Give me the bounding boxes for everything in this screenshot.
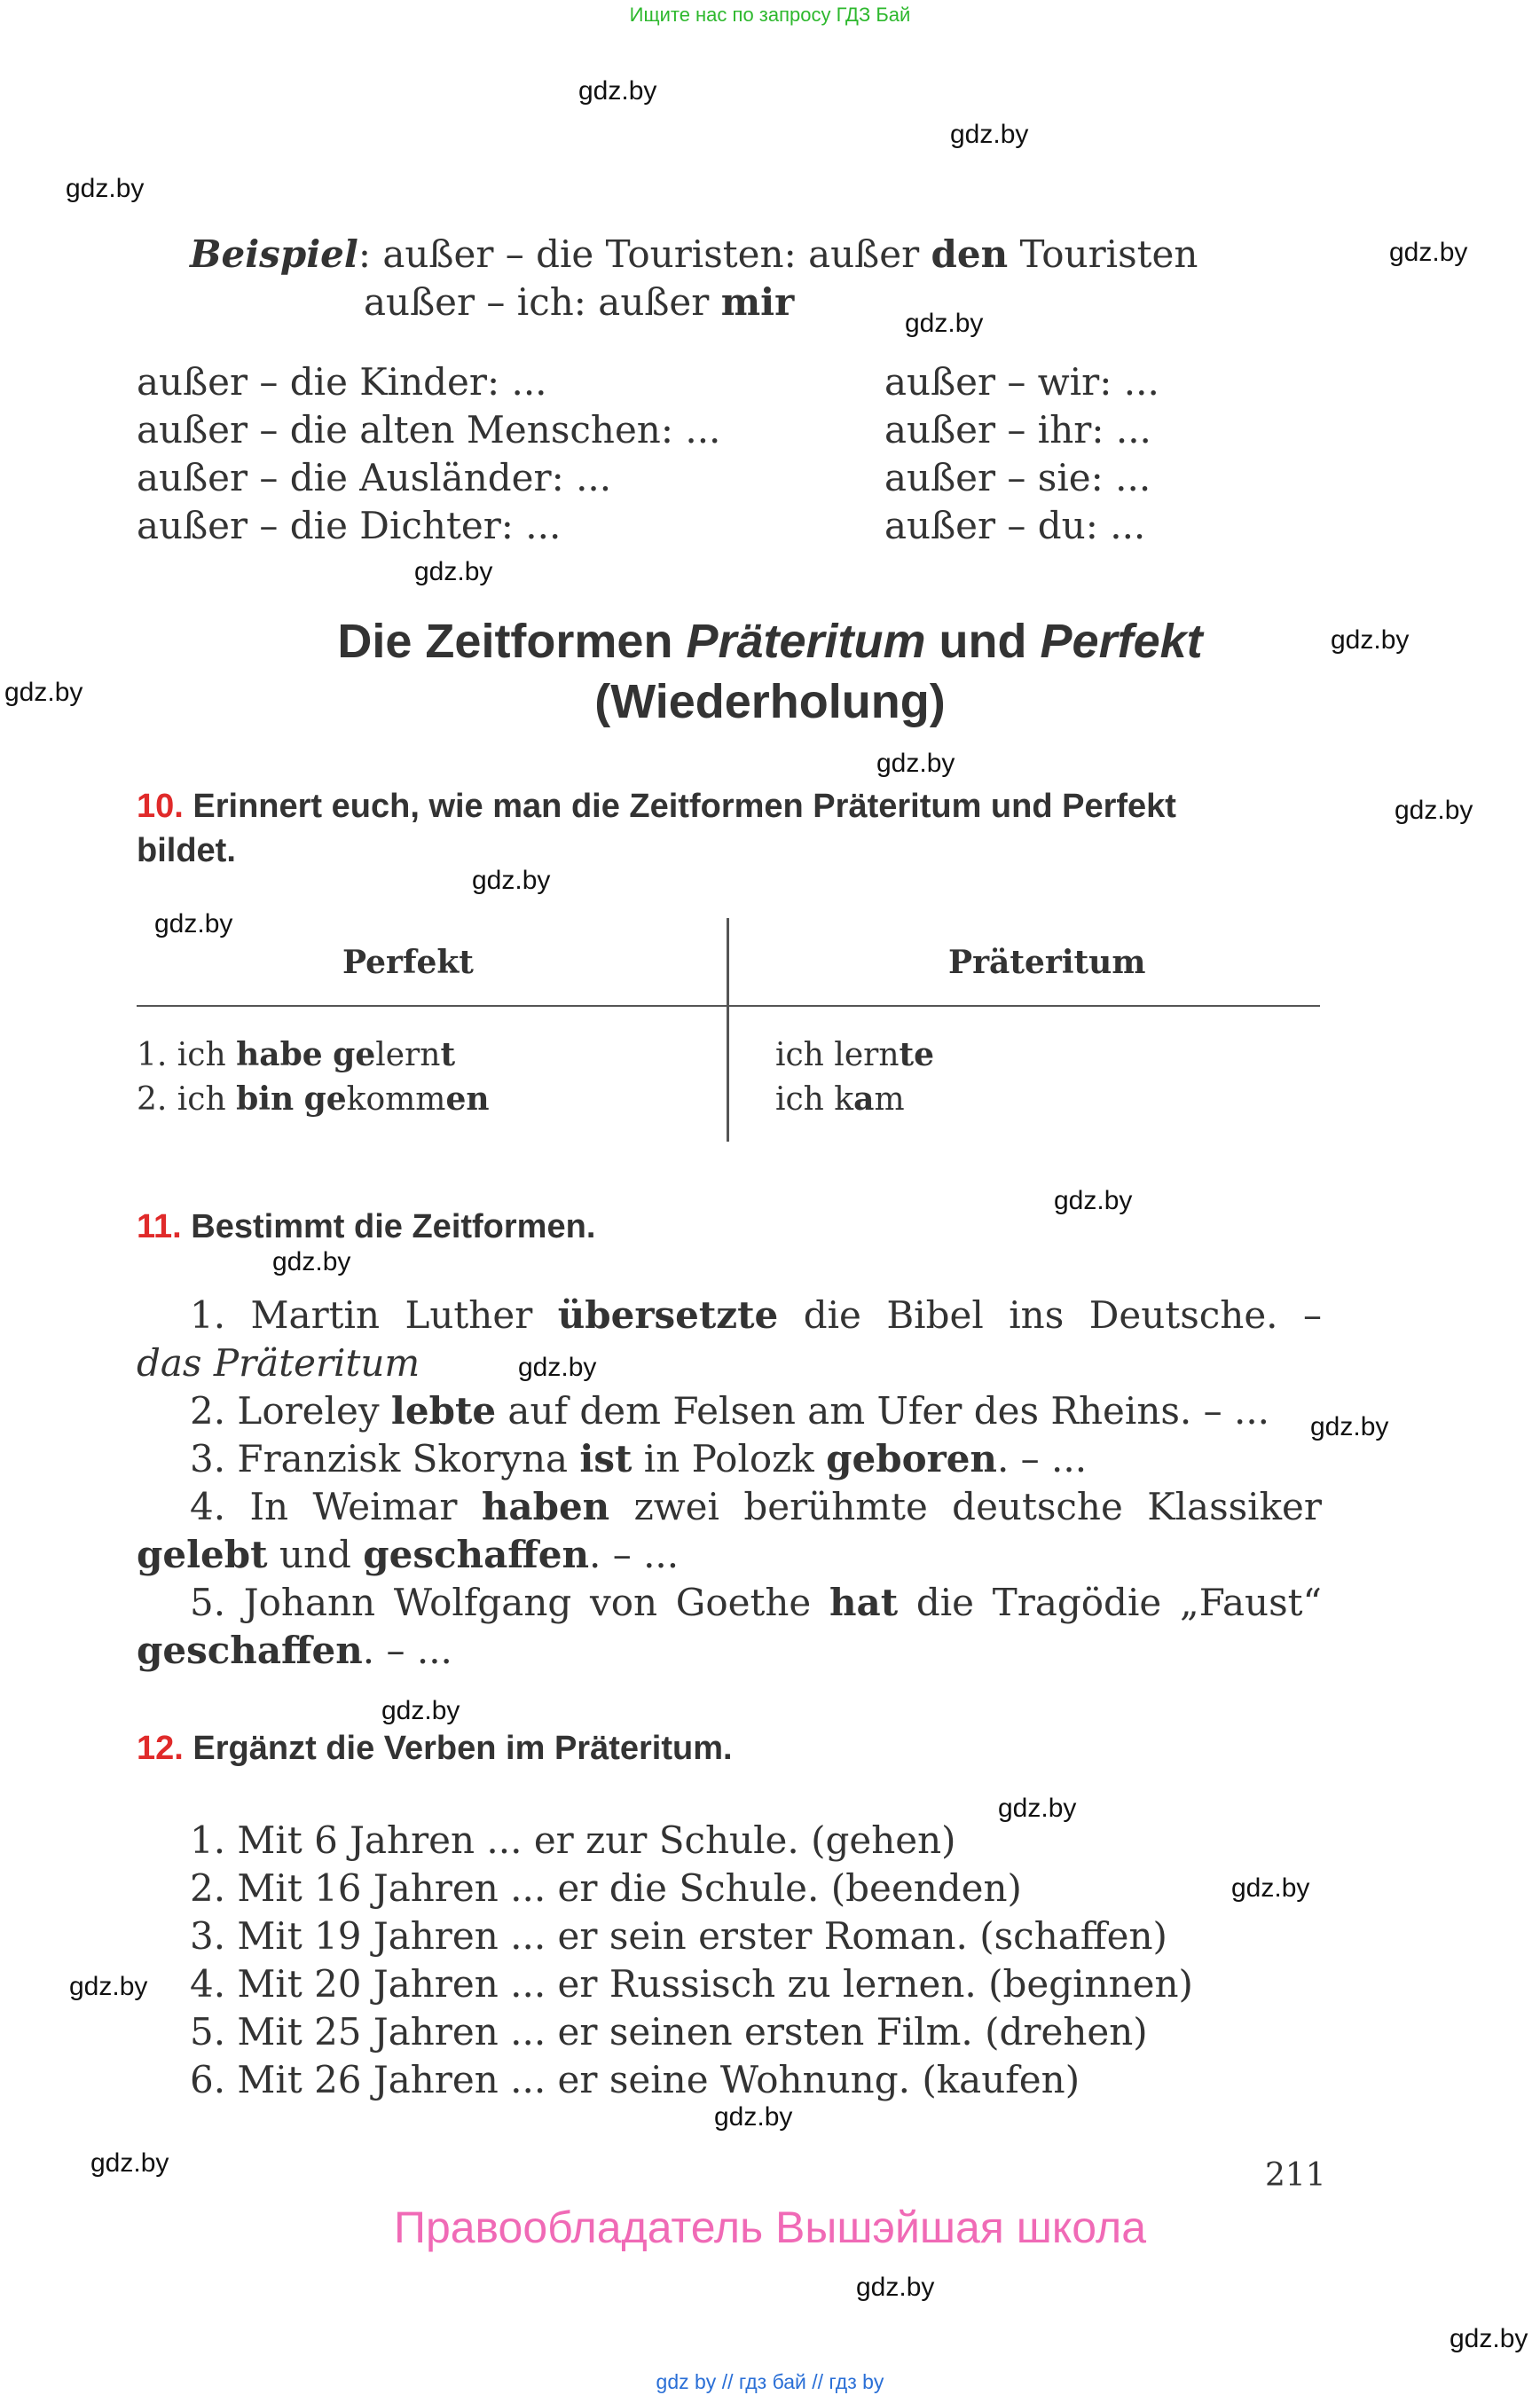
heading-text: und	[925, 615, 1041, 668]
sentence-bold: geschaffen	[137, 1629, 363, 1672]
sentence-bold: übersetzte	[557, 1293, 779, 1337]
beispiel-text: : außer – die Touristen: außer	[358, 232, 931, 276]
cell-text: 2. ich	[137, 1081, 237, 1118]
task-number: 12.	[137, 1730, 184, 1767]
cell-bold: te	[899, 1036, 935, 1073]
sentence-4	[137, 1485, 1322, 1528]
task-11-heading	[137, 1208, 595, 1246]
watermark: gdz.by	[69, 1972, 148, 2001]
heading-italic: Perfekt	[1040, 615, 1203, 668]
list-item: 1. Mit 6 Jahren ... er zur Schule. (gehen)	[190, 1818, 956, 1862]
sentence-5	[137, 1581, 1322, 1624]
watermark: gdz.by	[1054, 1186, 1133, 1215]
watermark: gdz.by	[4, 678, 83, 707]
cell-text: komm	[346, 1081, 446, 1118]
table-cell-perfekt	[137, 1080, 490, 1118]
watermark: gdz.by	[856, 2273, 935, 2302]
sentence-text: 1. Martin Luther	[190, 1293, 558, 1337]
sentence-bold: haben	[481, 1485, 610, 1528]
cell-bold: bin	[236, 1080, 295, 1118]
sentence-text: die Bibel ins Deutsche. –	[778, 1293, 1322, 1337]
watermark: gdz.by	[1450, 2324, 1528, 2353]
sentence-bold: lebte	[390, 1389, 497, 1433]
table-header-perfekt: Perfekt	[342, 944, 474, 981]
exercise-item: außer – du: ...	[884, 504, 1146, 547]
exercise-item: außer – die Dichter: ...	[137, 504, 562, 547]
sentence-5-cont	[137, 1629, 452, 1672]
cell-text: ich k	[775, 1081, 854, 1118]
watermark: gdz.by	[272, 1247, 351, 1276]
sentence-bold: hat	[829, 1581, 899, 1624]
table-header-praeteritum: Präteritum	[948, 944, 1146, 981]
watermark: gdz.by	[905, 309, 984, 338]
watermark: gdz.by	[66, 174, 145, 203]
sentence-1	[137, 1293, 1322, 1337]
sentence-text: 4. In Weimar	[190, 1485, 482, 1528]
page-number: 211	[1265, 2157, 1326, 2194]
list-item: 6. Mit 26 Jahren ... er seine Wohnung. (kaufen)	[190, 2058, 1080, 2101]
watermark: gdz.by	[578, 76, 657, 106]
cell-bold: t	[440, 1036, 456, 1073]
task-text: Ergänzt die Verben im Präteritum.	[192, 1730, 733, 1767]
watermark: gdz.by	[518, 1353, 597, 1382]
beispiel-line-1	[190, 232, 1198, 276]
cell-bold: ge	[303, 1080, 347, 1118]
watermark: gdz.by	[1310, 1412, 1389, 1441]
beispiel-bold: den	[931, 232, 1009, 276]
sentence-text: . – ...	[362, 1629, 452, 1672]
sentence-text: 5. Johann Wolfgang von Goethe	[190, 1581, 829, 1624]
sentence-text: auf dem Felsen am Ufer des Rheins. – ...	[496, 1389, 1270, 1433]
sentence-text: die Tragödie „Faust“	[898, 1581, 1322, 1624]
sentence-text: in Polozk	[632, 1437, 827, 1480]
cell-bold: a	[853, 1080, 875, 1118]
list-item: 5. Mit 25 Jahren ... er seinen ersten Film. (drehen)	[190, 2010, 1148, 2054]
sentence-text: zwei berühmte deutsche Klassiker	[609, 1485, 1322, 1528]
task-12-heading	[137, 1730, 733, 1768]
cell-bold: habe	[236, 1036, 323, 1073]
watermark: gdz.by	[950, 120, 1029, 149]
watermark: gdz.by	[381, 1696, 460, 1725]
watermark: gdz.by	[1395, 796, 1473, 825]
beispiel-bold: mir	[720, 280, 795, 324]
beispiel-text: außer – ich: außer	[364, 280, 721, 324]
watermark: gdz.by	[154, 909, 233, 938]
sentence-3	[190, 1437, 1087, 1480]
beispiel-label: Beispiel	[190, 232, 358, 276]
task-text: Erinnert euch, wie man die Zeitformen Präteritum und Perfekt	[192, 788, 1176, 825]
exercise-item: außer – die Ausländer: ...	[137, 456, 612, 499]
watermark: gdz.by	[472, 866, 551, 895]
cell-text: m	[874, 1081, 905, 1118]
table-cell-praeteritum	[775, 1080, 905, 1118]
cell-text: lern	[375, 1037, 441, 1073]
section-heading-line-1	[0, 614, 1540, 669]
cell-text: 1. ich	[137, 1037, 237, 1073]
sentence-4-cont	[137, 1533, 679, 1576]
sentence-bold: gelebt	[137, 1533, 268, 1576]
task-number: 10.	[137, 788, 184, 825]
task-10-line-1	[137, 788, 1176, 826]
exercise-item: außer – die Kinder: ...	[137, 360, 547, 404]
task-number: 11.	[137, 1208, 182, 1245]
list-item: 2. Mit 16 Jahren ... er die Schule. (beenden)	[190, 1866, 1022, 1910]
cell-text	[323, 1037, 333, 1073]
bottom-links[interactable]: gdz by // гдз бай // гдз by	[656, 2370, 884, 2393]
exercise-item: außer – wir: ...	[884, 360, 1159, 404]
watermark: gdz.by	[414, 557, 493, 586]
watermark: gdz.by	[1389, 238, 1468, 267]
copyright-notice: Правообладатель Вышэйшая школа	[394, 2203, 1146, 2252]
sentence-text: . – ...	[589, 1533, 680, 1576]
watermark: gdz.by	[714, 2102, 793, 2132]
sentence-text: und	[267, 1533, 364, 1576]
table-vertical-divider	[727, 918, 729, 1142]
table-header-divider	[137, 1005, 1320, 1007]
cell-bold: ge	[333, 1036, 376, 1073]
beispiel-line-2	[364, 280, 794, 324]
sentence-2	[190, 1389, 1269, 1433]
list-item: 3. Mit 19 Jahren ... er sein erster Roman. (schaffen)	[190, 1914, 1167, 1958]
exercise-item: außer – ihr: ...	[884, 408, 1151, 452]
table-cell-praeteritum	[775, 1036, 934, 1073]
watermark: gdz.by	[1331, 625, 1410, 655]
table-cell-perfekt	[137, 1036, 455, 1073]
sentence-bold: geboren	[826, 1437, 997, 1480]
sentence-1-answer: das Präteritum	[137, 1341, 420, 1385]
beispiel-text: Touristen	[1008, 232, 1198, 276]
exercise-item: außer – die alten Menschen: ...	[137, 408, 721, 452]
watermark: gdz.by	[998, 1794, 1077, 1823]
heading-italic: Präteritum	[686, 615, 926, 668]
sentence-text: 3. Franzisk Skoryna	[190, 1437, 580, 1480]
sentence-bold: ist	[579, 1437, 632, 1480]
list-item: 4. Mit 20 Jahren ... er Russisch zu lernen. (beginnen)	[190, 1962, 1193, 2006]
sentence-text: . – ...	[996, 1437, 1088, 1480]
cell-text	[294, 1081, 303, 1118]
task-text: Bestimmt die Zeitformen.	[191, 1208, 596, 1245]
sentence-text: 2. Loreley	[190, 1389, 391, 1433]
watermark: gdz.by	[1231, 1873, 1310, 1903]
task-10-line-2: bildet.	[137, 832, 236, 869]
exercise-item: außer – sie: ...	[884, 456, 1151, 499]
watermark: gdz.by	[90, 2148, 169, 2178]
cell-text: ich lern	[775, 1037, 900, 1073]
top-banner: Ищите нас по запросу ГДЗ Бай	[629, 4, 911, 26]
cell-bold: en	[445, 1080, 490, 1118]
watermark: gdz.by	[876, 749, 955, 778]
heading-text: Die Zeitformen	[337, 615, 687, 668]
sentence-bold: geschaffen	[363, 1533, 590, 1576]
section-heading-line-2: (Wiederholung)	[594, 675, 946, 728]
